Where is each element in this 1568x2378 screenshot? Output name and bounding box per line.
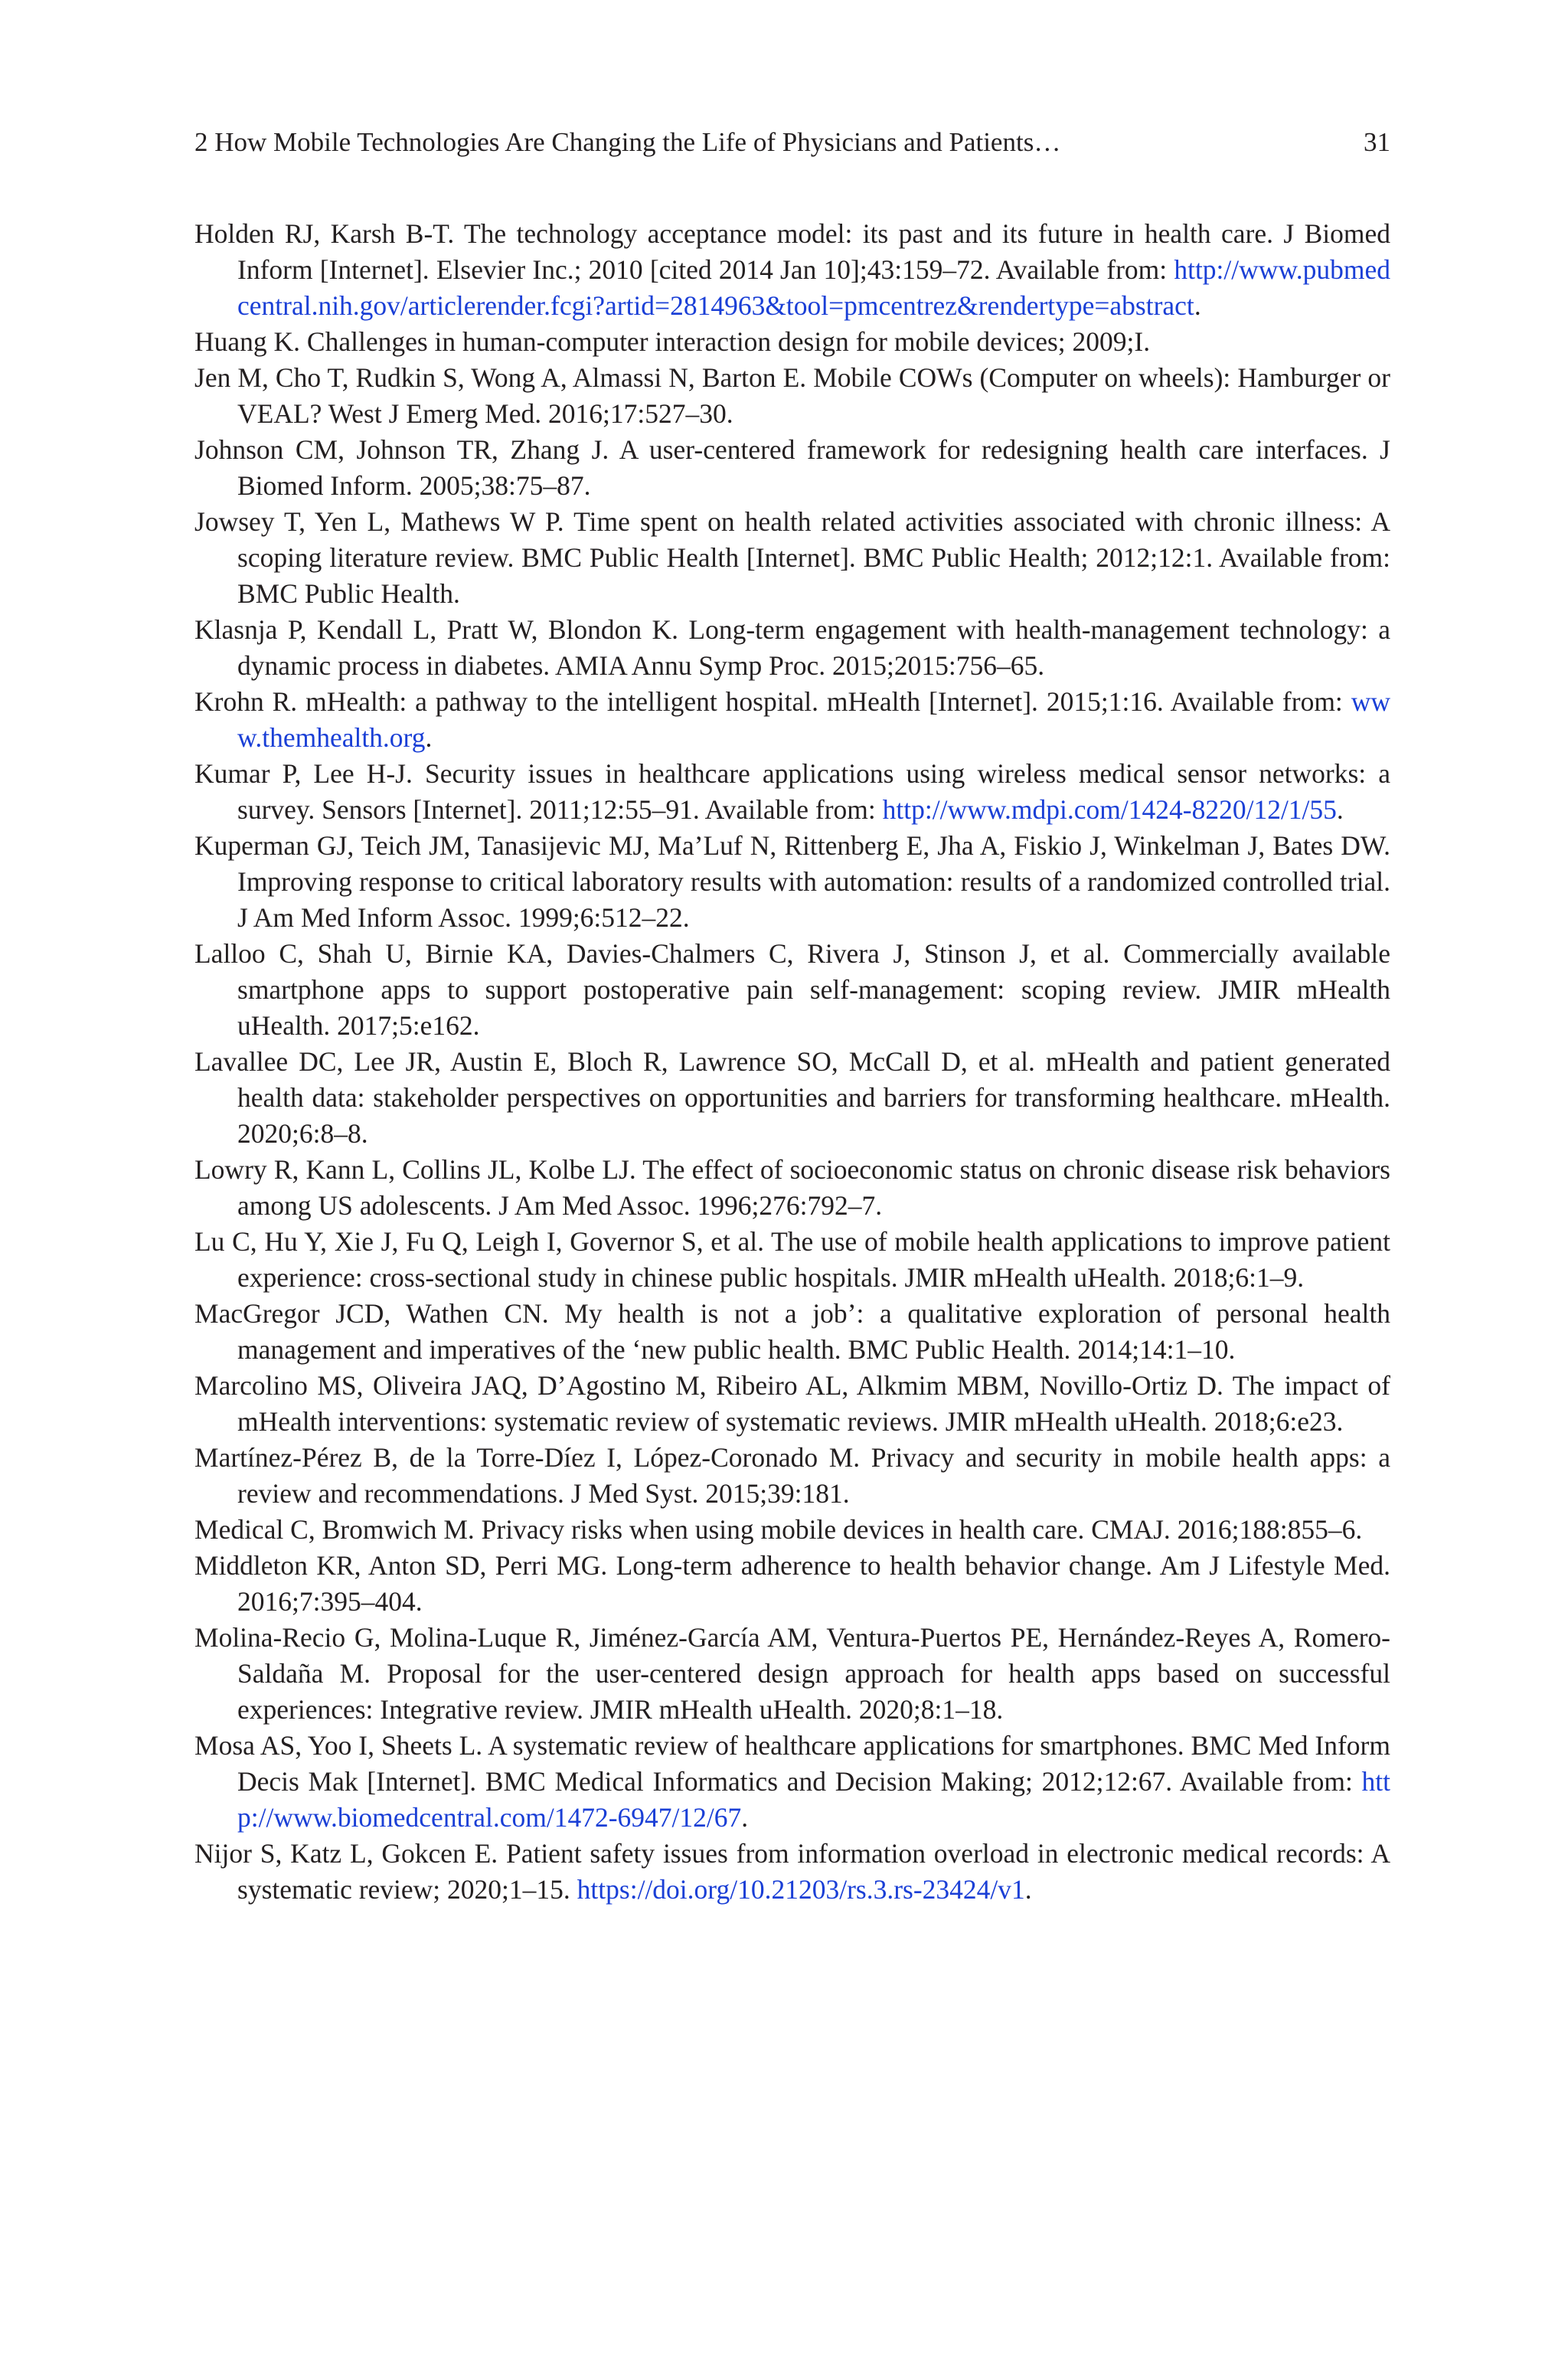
reference-text: Krohn R. mHealth: a pathway to the intelligent hospital. mHealth [Internet]. 2015;1:16. Available from: bbox=[194, 686, 1351, 717]
reference-item bbox=[194, 1296, 1390, 1368]
reference-suffix: . bbox=[1336, 794, 1344, 825]
reference-text: Holden RJ, Karsh B-T. The technology acceptance model: its past and its future in health care. J Biomed Inform [Internet]. Elsevier Inc.; 2010 [cited 2014 Jan 10];43:159–72. Available from: bbox=[194, 218, 1390, 285]
reference-text: Klasnja P, Kendall L, Pratt W, Blondon K. Long-term engagement with health-management technology: a dynamic process in diabetes. AMIA Annu Symp Proc. 2015;2015:756–65. bbox=[194, 614, 1390, 681]
reference-text: Jowsey T, Yen L, Mathews W P. Time spent on health related activities associated with chronic illness: A scoping literature review. BMC Public Health [Internet]. BMC Public Health; 2012;12:1. Available from: BMC Public Health. bbox=[194, 506, 1390, 609]
reference-item bbox=[194, 684, 1390, 756]
reference-text: Medical C, Bromwich M. Privacy risks when using mobile devices in health care. CMAJ. 2016;188:855–6. bbox=[194, 1514, 1363, 1545]
reference-text: Mosa AS, Yoo I, Sheets L. A systematic review of healthcare applications for smartphones. BMC Med Inform Decis Mak [Internet]. BMC Medical Informatics and Decision Making; 2012;12:67. Available from: bbox=[194, 1730, 1390, 1797]
reference-text: MacGregor JCD, Wathen CN. My health is not a job’: a qualitative exploration of personal health management and imperatives of the ‘new public health. BMC Public Health. 2014;14:1–10. bbox=[194, 1298, 1390, 1365]
reference-item bbox=[194, 1728, 1390, 1836]
reference-text: Kuperman GJ, Teich JM, Tanasijevic MJ, Ma’Luf N, Rittenberg E, Jha A, Fiskio J, Winkelman J, Bates DW. Improving response to critical laboratory results with automation: results of a randomized controlled trial. J Am Med Inform Assoc. 1999;6:512–22. bbox=[194, 830, 1390, 933]
reference-item bbox=[194, 1152, 1390, 1224]
reference-item bbox=[194, 936, 1390, 1044]
reference-link[interactable]: http://www.pubmedcentral.nih.gov/articlerender.fcgi?artid=2814963&tool=pmcentrez&rendertype=abstract bbox=[237, 254, 1390, 321]
reference-suffix: . bbox=[741, 1802, 749, 1833]
reference-text: Jen M, Cho T, Rudkin S, Wong A, Almassi N, Barton E. Mobile COWs (Computer on wheels): Hamburger or VEAL? West J Emerg Med. 2016;17:527–30. bbox=[194, 362, 1390, 429]
reference-link[interactable]: www.themhealth.org bbox=[237, 686, 1390, 753]
reference-suffix: . bbox=[1194, 290, 1201, 321]
reference-text: Kumar P, Lee H-J. Security issues in healthcare applications using wireless medical sensor networks: a survey. Sensors [Internet]. 2011;12:55–91. Available from: bbox=[194, 758, 1390, 825]
reference-text: Lu C, Hu Y, Xie J, Fu Q, Leigh I, Governor S, et al. The use of mobile health applications to improve patient experience: cross-sectional study in chinese public hospitals. JMIR mHealth uHealth. 2018;6:1–9. bbox=[194, 1226, 1390, 1293]
reference-text: Nijor S, Katz L, Gokcen E. Patient safety issues from information overload in electronic medical records: A systematic review; 2020;1–15. bbox=[194, 1838, 1390, 1905]
reference-item bbox=[194, 432, 1390, 504]
reference-item bbox=[194, 1044, 1390, 1152]
reference-link[interactable]: http://www.mdpi.com/1424-8220/12/1/55 bbox=[882, 794, 1337, 825]
reference-item bbox=[194, 1368, 1390, 1440]
reference-text: Lalloo C, Shah U, Birnie KA, Davies-Chalmers C, Rivera J, Stinson J, et al. Commercially available smartphone apps to support postoperative pain self-management: scoping review. JMIR mHealth uHealth. 2017;5:e162. bbox=[194, 938, 1390, 1041]
reference-link[interactable]: https://doi.org/10.21203/rs.3.rs-23424/v1 bbox=[577, 1874, 1025, 1905]
reference-list bbox=[194, 216, 1390, 1908]
reference-text: Martínez-Pérez B, de la Torre-Díez I, López-Coronado M. Privacy and security in mobile health apps: a review and recommendations. J Med Syst. 2015;39:181. bbox=[194, 1442, 1390, 1509]
reference-item bbox=[194, 828, 1390, 936]
chapter-title: 2 How Mobile Technologies Are Changing the Life of Physicians and Patients… bbox=[194, 127, 1061, 157]
reference-item bbox=[194, 360, 1390, 432]
reference-item bbox=[194, 216, 1390, 324]
reference-item bbox=[194, 1512, 1390, 1548]
reference-text: Johnson CM, Johnson TR, Zhang J. A user-centered framework for redesigning health care interfaces. J Biomed Inform. 2005;38:75–87. bbox=[194, 434, 1390, 501]
reference-text: Lavallee DC, Lee JR, Austin E, Bloch R, Lawrence SO, McCall D, et al. mHealth and patient generated health data: stakeholder perspectives on opportunities and barriers for transforming healthcare. mHealth. 2020;6:8–8. bbox=[194, 1046, 1390, 1149]
reference-text: Middleton KR, Anton SD, Perri MG. Long-term adherence to health behavior change. Am J Lifestyle Med. 2016;7:395–404. bbox=[194, 1550, 1390, 1617]
page-number: 31 bbox=[1364, 127, 1390, 157]
reference-text: Lowry R, Kann L, Collins JL, Kolbe LJ. The effect of socioeconomic status on chronic disease risk behaviors among US adolescents. J Am Med Assoc. 1996;276:792–7. bbox=[194, 1154, 1390, 1221]
running-head bbox=[194, 124, 1390, 161]
reference-item bbox=[194, 1620, 1390, 1728]
reference-item bbox=[194, 324, 1390, 360]
reference-item bbox=[194, 1836, 1390, 1908]
reference-text: Huang K. Challenges in human-computer interaction design for mobile devices; 2009;I. bbox=[194, 326, 1151, 357]
reference-item bbox=[194, 612, 1390, 684]
reference-suffix: . bbox=[425, 722, 433, 753]
reference-item bbox=[194, 1548, 1390, 1620]
reference-item bbox=[194, 504, 1390, 612]
reference-text: Molina-Recio G, Molina-Luque R, Jiménez-García AM, Ventura-Puertos PE, Hernández-Reyes A, Romero-Saldaña M. Proposal for the user-centered design approach for health apps based on successful experiences: Integrative review. JMIR mHealth uHealth. 2020;8:1–18. bbox=[194, 1622, 1390, 1725]
reference-item bbox=[194, 1224, 1390, 1296]
reference-suffix: . bbox=[1024, 1874, 1032, 1905]
reference-text: Marcolino MS, Oliveira JAQ, D’Agostino M, Ribeiro AL, Alkmim MBM, Novillo-Ortiz D. The impact of mHealth interventions: systematic review of systematic reviews. JMIR mHealth uHealth. 2018;6:e23. bbox=[194, 1370, 1390, 1437]
reference-link[interactable]: http://www.biomedcentral.com/1472-6947/12/67 bbox=[237, 1766, 1390, 1833]
reference-item bbox=[194, 1440, 1390, 1512]
reference-item bbox=[194, 756, 1390, 828]
